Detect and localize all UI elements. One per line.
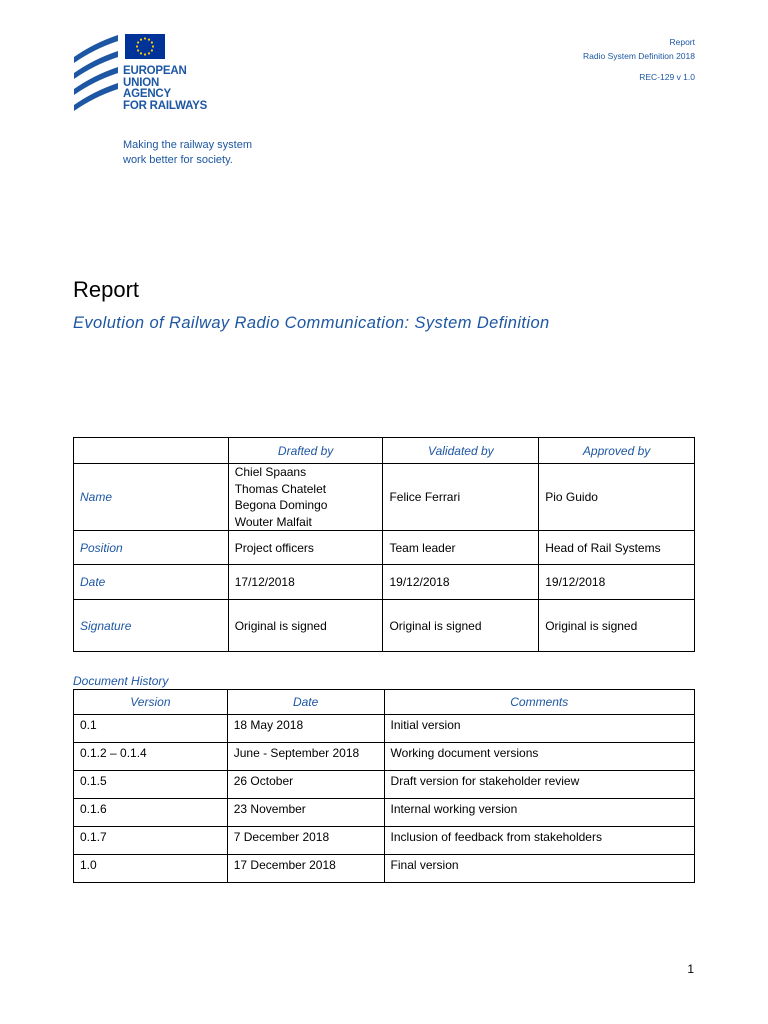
validated-date: 19/12/2018: [383, 565, 539, 600]
approval-row-name: [74, 464, 695, 531]
drafted-position: Project officers: [228, 531, 383, 565]
approval-header-cell: [74, 438, 229, 464]
table-row: [74, 743, 695, 771]
page-number: 1: [687, 962, 694, 976]
table-row: [74, 799, 695, 827]
history-version: 0.1.5: [74, 771, 228, 799]
approved-position: Head of Rail Systems: [539, 531, 695, 565]
history-comment: Draft version for stakeholder review: [384, 771, 694, 799]
tagline-line: Making the railway system: [123, 139, 252, 151]
validator-name: Felice Ferrari: [383, 464, 539, 531]
approval-header-cell: Approved by: [539, 438, 695, 464]
agency-tagline: [123, 138, 252, 167]
document-title: Evolution of Railway Radio Communication: System Definition: [73, 314, 550, 332]
table-row: [74, 855, 695, 883]
drafter-name: Thomas Chatelet: [234, 481, 327, 496]
agency-name: [123, 66, 207, 112]
row-label: Name: [74, 464, 229, 531]
table-row: [74, 827, 695, 855]
history-comment: Internal working version: [384, 799, 694, 827]
drafter-name: Wouter Malfait: [234, 514, 312, 529]
row-label: Position: [74, 531, 229, 565]
history-date: 23 November: [227, 799, 384, 827]
drafted-names: [228, 464, 383, 531]
approval-row-position: [74, 531, 695, 565]
header-doc-ref: REC-129 v 1.0: [639, 72, 695, 82]
drafted-date: 17/12/2018: [228, 565, 383, 600]
approval-header-cell: Drafted by: [228, 438, 383, 464]
history-date: 7 December 2018: [227, 827, 384, 855]
history-header-cell: Date: [227, 690, 384, 715]
drafter-name: Begona Domingo: [234, 498, 328, 512]
history-comment: Working document versions: [384, 743, 694, 771]
history-header-row: [74, 690, 695, 715]
history-header-cell: Comments: [384, 690, 694, 715]
table-row: [74, 715, 695, 743]
tagline-line: work better for society.: [123, 153, 233, 166]
history-comment: Initial version: [384, 715, 694, 743]
row-label: Signature: [74, 600, 229, 652]
approved-signature: Original is signed: [539, 600, 695, 652]
agency-name-line: FOR RAILWAYS: [123, 99, 208, 112]
header-doc-type: Report: [669, 37, 695, 47]
approval-header-cell: Validated by: [383, 438, 539, 464]
drafter-name: Chiel Spaans: [234, 465, 307, 479]
history-date: 17 December 2018: [227, 855, 384, 883]
railway-stripes-icon: [72, 33, 122, 123]
history-version: 0.1.2 – 0.1.4: [74, 743, 228, 771]
document-header: [583, 35, 695, 84]
approved-date: 19/12/2018: [539, 565, 695, 600]
table-row: [74, 771, 695, 799]
agency-name-line: UNION: [123, 76, 160, 89]
history-version: 0.1.7: [74, 827, 228, 855]
document-type-heading: Report: [73, 277, 140, 302]
eu-flag-icon: [125, 34, 165, 59]
agency-name-line: AGENCY: [123, 88, 172, 100]
history-version: 0.1.6: [74, 799, 228, 827]
history-date: June - September 2018: [227, 743, 384, 771]
approval-table: [73, 437, 695, 652]
document-history-label: Document History: [73, 674, 169, 688]
history-date: 26 October: [227, 771, 384, 799]
agency-name-line: EUROPEAN: [123, 65, 187, 77]
approval-row-signature: [74, 600, 695, 652]
history-header-cell: Version: [74, 690, 228, 715]
validated-signature: Original is signed: [383, 600, 539, 652]
history-version: 1.0: [74, 855, 228, 883]
header-doc-name: Radio System Definition 2018: [583, 51, 695, 61]
row-label: Date: [74, 565, 229, 600]
history-comment: Inclusion of feedback from stakeholders: [384, 827, 694, 855]
drafted-signature: Original is signed: [228, 600, 383, 652]
approver-name: Pio Guido: [539, 464, 695, 531]
history-date: 18 May 2018: [227, 715, 384, 743]
approval-header-row: [74, 438, 695, 464]
history-version: 0.1: [74, 715, 228, 743]
validated-position: Team leader: [383, 531, 539, 565]
document-history-table: [73, 689, 695, 883]
approval-row-date: [74, 565, 695, 600]
history-comment: Final version: [384, 855, 694, 883]
